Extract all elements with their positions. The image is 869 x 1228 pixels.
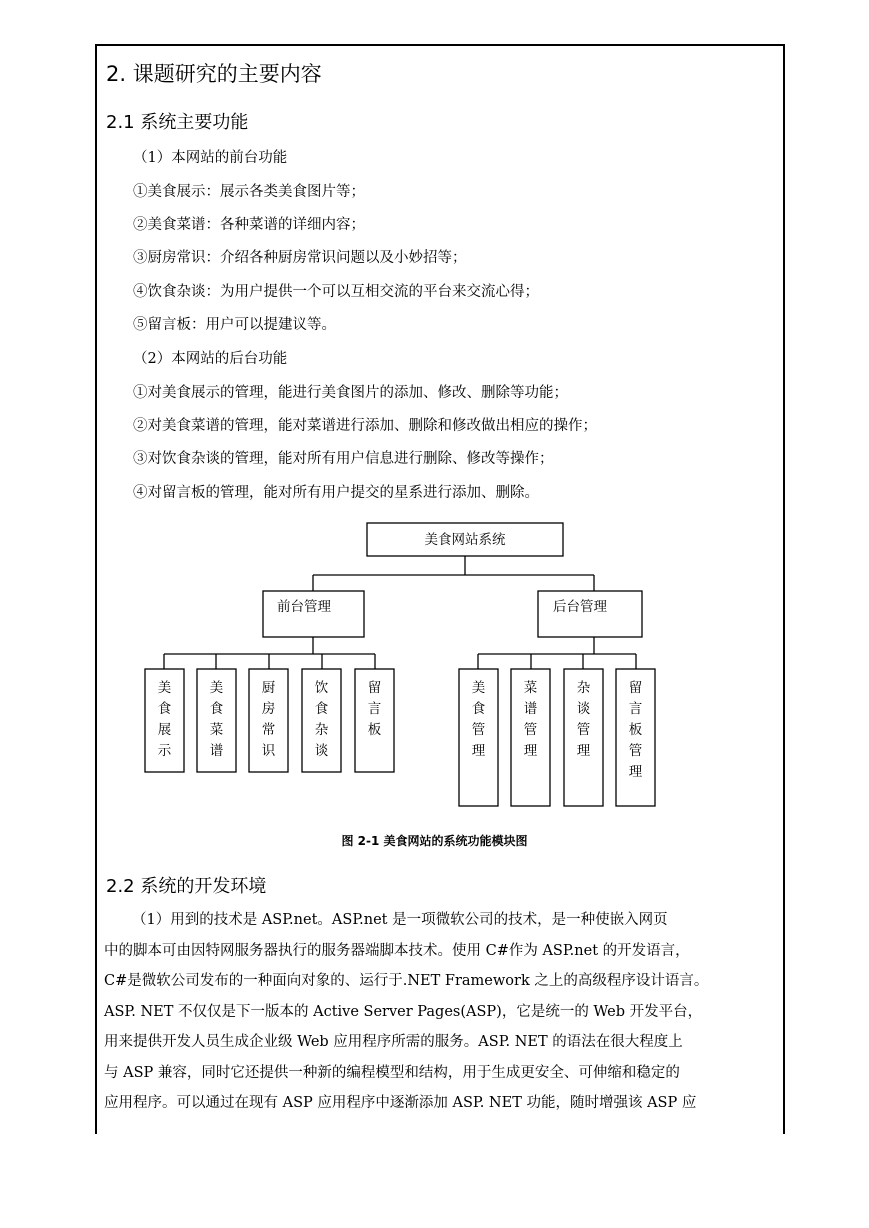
front-functions-heading: （1）本网站的前台功能 [133, 150, 288, 166]
back-functions-heading: （2）本网站的后台功能 [133, 351, 288, 367]
paragraph-line: C#是微软公司发布的一种面向对象的、运行于.NET Framework 之上的高级程序设计语言。 [104, 973, 709, 989]
subsection-title-functions: 2.1 系统主要功能 [106, 112, 249, 133]
paragraph-line: 与 ASP 兼容，同时它还提供一种新的编程模型和结构，用于生成更安全、可伸缩和稳定的 [104, 1064, 680, 1081]
diagram-leaf-label: 美食菜谱 [209, 680, 224, 759]
back-function-item: ①对美食展示的管理，能进行美食图片的添加、修改、删除等功能； [133, 385, 568, 401]
front-function-item: ③厨房常识：介绍各种厨房常识问题以及小妙招等； [133, 250, 467, 266]
diagram-front-label: 前台管理 [277, 599, 331, 615]
back-function-item: ③对饮食杂谈的管理，能对所有用户信息进行删除、修改等操作； [133, 451, 554, 467]
front-function-item: ②美食菜谱：各种菜谱的详细内容； [133, 217, 365, 233]
diagram-leaf-label: 留言板管理 [628, 680, 643, 780]
back-function-item: ④对留言板的管理，能对所有用户提交的星系进行添加、删除。 [133, 485, 539, 501]
front-function-item: ⑤留言板：用户可以提建议等。 [133, 317, 336, 333]
diagram-leaf-label: 饮食杂谈 [314, 680, 329, 759]
figure-caption: 图 2-1 美食网站的系统功能模块图 [341, 834, 528, 848]
paragraph-line: 中的脚本可由因特网服务器执行的服务器端脚本技术。使用 C#作为 ASP.net 的开发语言， [104, 942, 690, 959]
dev-env-paragraph [104, 905, 780, 1119]
diagram-leaf-label: 美食管理 [471, 680, 486, 759]
section-title: 2. 课题研究的主要内容 [106, 62, 322, 86]
paragraph-line: ASP. NET 不仅仅是下一版本的 Active Server Pages(ASP)，它是统一的 Web 开发平台， [104, 1003, 703, 1020]
back-function-item: ②对美食菜谱的管理，能对菜谱进行添加、删除和修改做出相应的操作； [133, 418, 597, 434]
diagram-leaf-label: 杂谈管理 [576, 680, 591, 759]
paragraph-line: 用来提供开发人员生成企业级 Web 应用程序所需的服务。ASP. NET 的语法在很大程度上 [104, 1034, 683, 1050]
front-function-item: ①美食展示：展示各类美食图片等； [133, 184, 365, 200]
diagram-leaf-label: 菜谱管理 [523, 680, 538, 759]
diagram-root-label: 美食网站系统 [424, 532, 506, 548]
paragraph-line: （1）用到的技术是 ASP.net。ASP.net 是一项微软公司的技术，是一种使嵌入网页 [132, 912, 668, 928]
diagram-leaf-label: 留言板 [367, 680, 382, 738]
subsection-title-dev-env: 2.2 系统的开发环境 [106, 876, 267, 897]
diagram-leaf-label: 美食展示 [157, 680, 172, 759]
diagram-leaf-label: 厨房常识 [261, 680, 276, 759]
diagram-back-label: 后台管理 [553, 599, 607, 615]
paragraph-line: 应用程序。可以通过在现有 ASP 应用程序中逐渐添加 ASP. NET 功能，随时增强该 ASP 应 [104, 1095, 697, 1111]
front-function-item: ④饮食杂谈：为用户提供一个可以互相交流的平台来交流心得； [133, 284, 539, 300]
